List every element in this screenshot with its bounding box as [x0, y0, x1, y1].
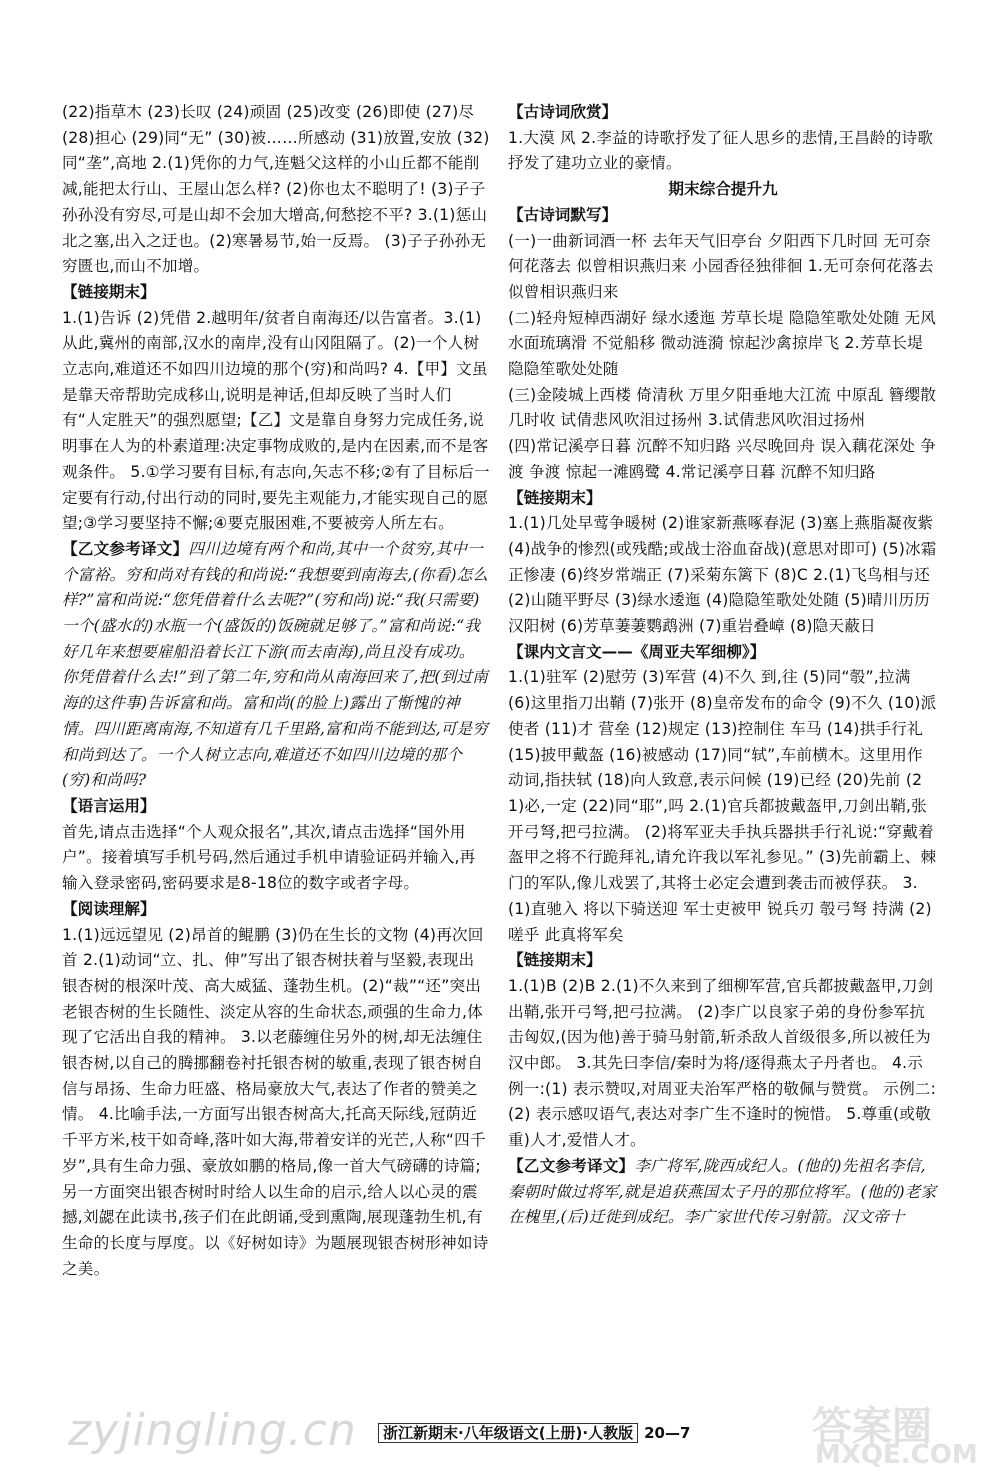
watermark-logo: 答案圈: [812, 1404, 932, 1450]
section-heading: 【 古诗词欣赏 】: [508, 100, 938, 126]
answer-paragraph: (一)一曲新词酒一杯 去年天气旧亭台 夕阳西下几时回 无可奈何花落去 似曾相识燕归来 小园香径独徘徊 1.无可奈何花落去 似曾相识燕归来: [508, 231, 934, 301]
answer-paragraph: 1.(1)告诉 (2)凭借 2.越明年/贫者自南海还/以告富者。3.(1)从此,冀州的南部,汉水的南岸,没有山冈阻隔了。(2)一个人树立志向,难道还不如四川边境的那个(穷)和尚吗? 4.【甲】文虽是靠天帝帮助完成移山,说明是神话,但却反映了当时人们有“人定胜天”的强烈愿望;【乙】文是靠自身努力完成任务,说明事在人为的朴素道理:决定事物成败的,是内在因素,而不是客观条件。 5.①学习要有目标,有志向,矢志不移;②有了目标后一定要有行动,付出行动的同时,要先主观能力,才能实现自己的愿望;③学习要坚持不懈;④要克服困难,不要被旁人所左右。: [62, 308, 490, 533]
answer-paragraph: 1.(1)远远望见 (2)昂首的鲲鹏 (3)仍在生长的文物 (4)再次回首 2.(1)动词“立、扎、伸”写出了银杏树扶着与坚毅,表现出银杏树的根深叶茂、高大威猛、蓬勃生机。(2)“裁”“还”突出老银杏树的生长随性、淡定从容的生命状态,顽强的生命力,体现了它活出自我的精神。 3.以老藤缠住另外的树,却无法缠住银杏树,以自己的腾挪翻卷衬托银杏树的敏重,表现了银杏树自信与昂扬、生命力旺盛、格局豪放大气,表达了作者的赞美之情。 4.比喻手法,一方面写出银杏树高大,托高天际线,冠荫近千平方米,枝干如奇峰,落叶如大海,带着安详的光芒,人称“四千岁”,具有生命力强、豪放如鹏的格局,像一首大气磅礴的诗篇;另一方面突出银杏树时时给人以生命的启示,给人以心灵的震撼,刘勰在此读书,孩子们在此朗诵,受到熏陶,展现蓬勃生机,有生命的长度与厚度。以《好树如诗》为题展现银杏树形神如诗之美。: [62, 925, 489, 1278]
answer-paragraph: (22)指草木 (23)长叹 (24)顽固 (25)改变 (26)即使 (27)尽 (28)担心 (29)同“无” (30)被……所感动 (31)放置,安放 (32)同“垄”,高地 2.(1)凭你的力气,连魁父这样的小山丘都不能削减,能把太行山、王屋山怎么样? (2)你也太不聪明了! (3)子子孙孙没有穷尽,可是山却不会加大增高,何愁挖不平? 3.(1)惩山北之塞,出入之迂也。(2)寒暑易节,始一反焉。 (3)子子孙孙无穷匮也,而山不加增。: [62, 103, 490, 276]
translation-text: 四川边境有两个和尚,其中一个贫穷,其中一个富裕。穷和尚对有钱的和尚说:“我想要到南海去,(你看)怎么样?”富和尚说:“您凭借着什么去呢?”(穷和尚)说:“我(只需要)一个(盛水的)水瓶一个(盛饭的)饭碗就足够了。”富和尚说:“我好几年来想要雇船沿着长江下游(而去南海),尚且没有成功。你凭借着什么去!”到了第二年,穷和尚从南海回来了,把(到过南海的这件事)告诉富和尚。富和尚(的脸上)露出了惭愧的神情。四川距离南海,不知道有几千里路,富和尚不能到达,可是穷和尚到达了。一个人树立志向,难道还不如四川边境的那个(穷)和尚吗?: [62, 539, 489, 790]
answer-paragraph: (三)金陵城上西楼 倚清秋 万里夕阳垂地大江流 中原乱 簪缨散 几时收 试倩悲风吹泪过扬州 3.试倩悲风吹泪过扬州: [508, 385, 937, 430]
section-heading: 【 阅读理解 】: [62, 897, 490, 923]
translation-text: 李广将军,陇西成纪人。(他的)先祖名李信,秦朝时做过将军,就是追获燕国太子丹的那位将军。(他的)老家在槐里,(后)迁徙到成纪。李广家世代传习射箭。汉文帝十: [508, 1156, 937, 1227]
page-footer: [378, 1422, 690, 1444]
section-heading: 【 链接期末 】: [508, 486, 938, 512]
translation-label: 【乙文参考译文】: [62, 539, 189, 558]
answer-paragraph: 1.(1)驻军 (2)慰劳 (3)军营 (4)不久 到,往 (5)同“彀”,拉满 (6)这里指刀出鞘 (7)张开 (8)皇帝发布的命令 (9)不久 (10)派 使者 (11)才 营垒 (12)规定 (13)控制住 车马 (14)拱手行礼 (15)披甲戴盔 (16)被感动 (17)同“轼”,车前横木。这里用作动词,指扶轼 (18)向人致意,表示问候 (19)已经 (20)先前 (21)必,一定 (22)同“耶”,吗 2.(1)官兵都披戴盔甲,刀剑出鞘,张开弓弩,把弓拉满。 (2)将军亚夫手执兵器拱手行礼说:“穿戴着盔甲之将不行跪拜礼,请允许我以军礼参见。” (3)先前霸上、棘门的军队,像儿戏罢了,其将士必定会遭到袭击而被俘获。 3.(1)直驰入 将以下骑送迎 军士吏被甲 锐兵刃 彀弓弩 持满 (2)嗟乎 此真将军矣: [508, 668, 937, 944]
section-heading: 【 课内文言文——《周亚夫军细柳》 】: [508, 640, 938, 666]
watermark-site: MXQE.COM: [815, 1440, 978, 1470]
section-heading: 【 古诗词默写 】: [508, 203, 938, 229]
answer-paragraph: (二)轻舟短棹西湖好 绿水逶迤 芳草长堤 隐隐笙歌处处随 无风水面琉璃滑 不觉船移 微动涟漪 惊起沙禽掠岸飞 2.芳草长堤 隐隐笙歌处处随: [508, 308, 937, 379]
answer-paragraph: 1.大漠 风 2.李益的诗歌抒发了征人思乡的悲情,王昌龄的诗歌抒发了建功立业的豪情。: [508, 128, 934, 173]
translation-label: 【乙文参考译文】: [508, 1156, 635, 1175]
watermark-left: zyjingling.cn: [68, 1405, 357, 1456]
section-heading: 【 链接期末 】: [508, 948, 938, 974]
section-heading: 【 语言运用 】: [62, 794, 490, 820]
translation-paragraph: [508, 1154, 938, 1231]
left-column: [62, 100, 490, 1282]
section-heading: 【 链接期末 】: [62, 280, 490, 306]
page-number: 20—7: [644, 1424, 691, 1442]
answer-paragraph: (四)常记溪亭日暮 沉醉不知归路 兴尽晚回舟 误入藕花深处 争渡 争渡 惊起一滩鸥鹭 4.常记溪亭日暮 沉醉不知归路: [508, 437, 937, 481]
unit-title: 期末综合提升九: [668, 180, 778, 199]
answer-paragraph: 1.(1)B (2)B 2.(1)不久来到了细柳军营,官兵都披戴盔甲,刀剑出鞘,张开弓弩,把弓拉满。 (2)李广以良家子弟的身份参军抗击匈奴,(因为他)善于骑马射箭,斩杀敌人首级很多,所以被任为汉中郎。 3.其先曰李信/秦时为将/逐得燕太子丹者也。 4.示例一:(1) 表示赞叹,对周亚夫治军严格的敬佩与赞赏。 示例二:(2) 表示感叹语气,表达对李广生不逢时的惋惜。 5.尊重(或敬重)人才,爱惜人才。: [508, 976, 937, 1150]
answer-paragraph: 首先,请点击选择“个人观众报名”,其次,请点击选择“国外用户”。接着填写手机号码,然后通过手机申请验证码并输入,再输入登录密码,密码要求是8-18位的数字或者字母。: [62, 822, 476, 893]
answer-paragraph: 1.(1)几处早莺争暖树 (2)谁家新燕啄春泥 (3)塞上燕脂凝夜紫 (4)战争的惨烈(或残酷;或战士浴血奋战)(意思对即可) (5)冰霜正惨凄 (6)终岁常端正 (7)采菊东篱下 (8)C 2.(1)飞鸟相与还 (2)山随平野尽 (3)绿水逶迤 (4)隐隐笙歌处处随 (5)晴川历历汉阳树 (6)芳草萋萋鹦鹉洲 (7)重岩叠嶂 (8)隐天蔽日: [508, 514, 937, 636]
right-column: [508, 100, 938, 1231]
translation-paragraph: [62, 537, 490, 794]
book-title: 浙江新期末·八年级语文(上册)·人教版: [378, 1423, 638, 1443]
